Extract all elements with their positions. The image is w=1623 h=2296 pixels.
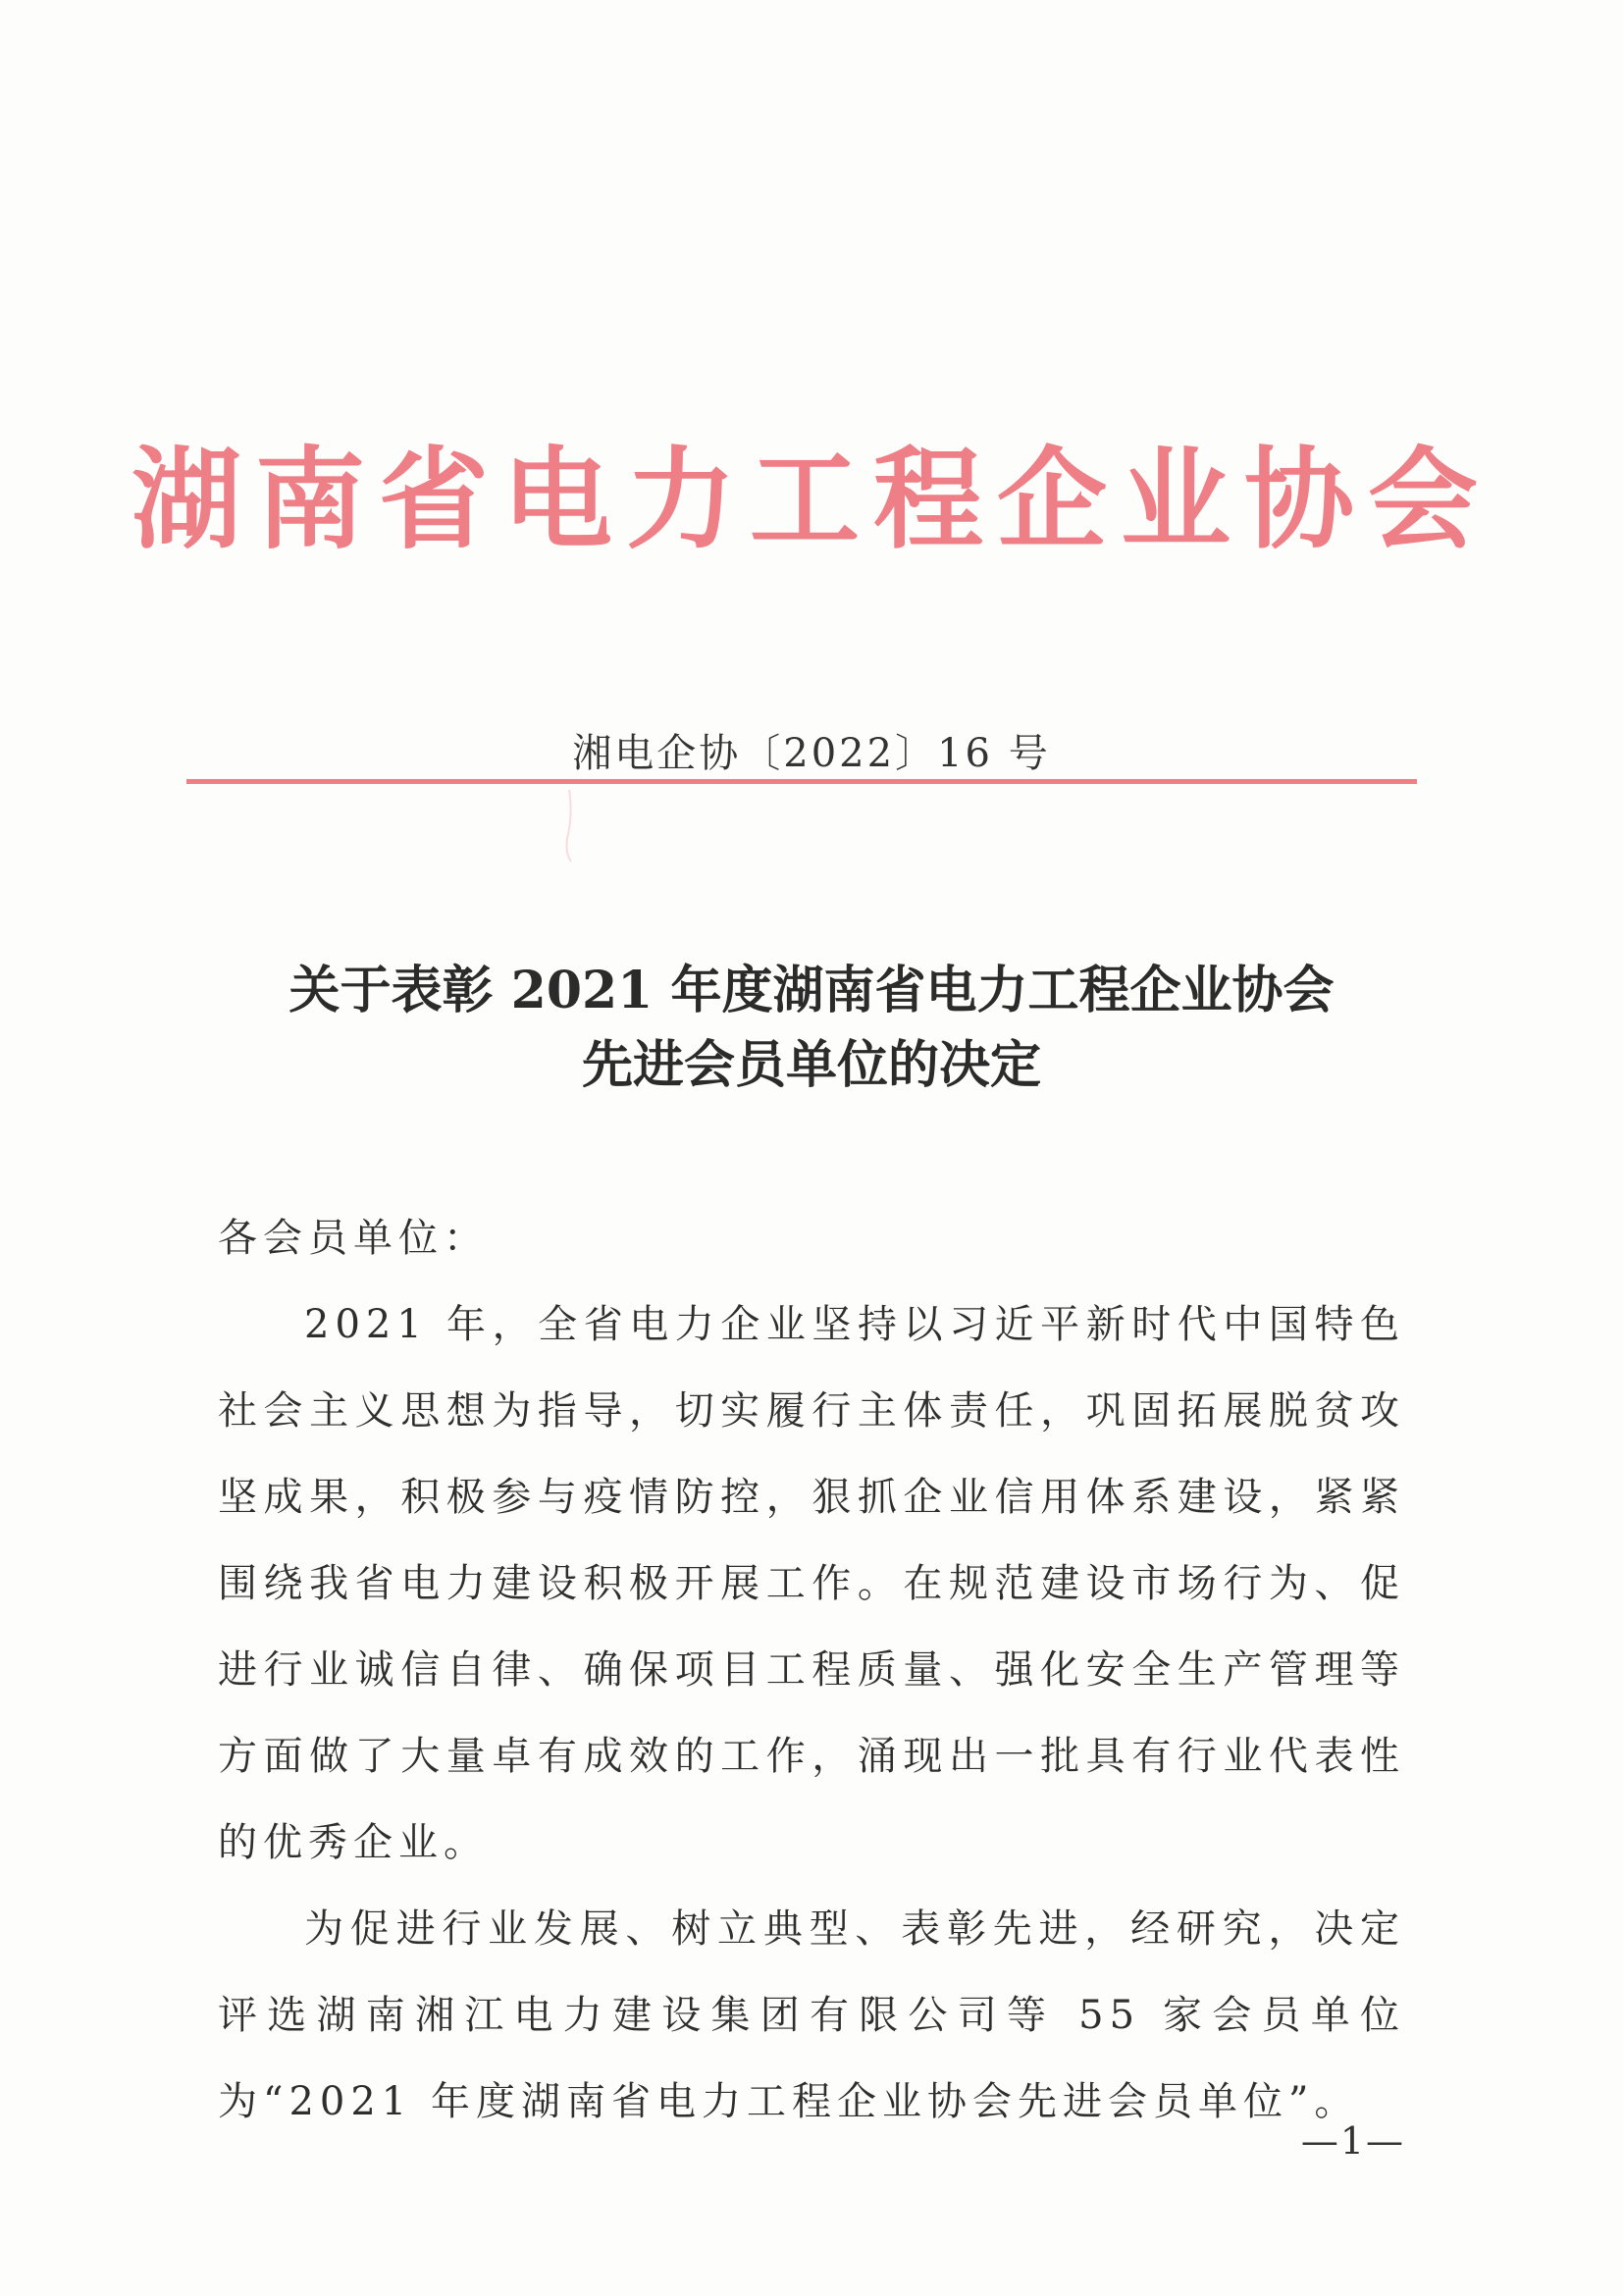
page-number: —1—	[1300, 2119, 1405, 2163]
document-body	[218, 1195, 1405, 2145]
organization-letterhead: 湖南省电力工程企业协会	[131, 436, 1492, 564]
red-divider-rule	[186, 779, 1417, 784]
body-paragraph-2: 为促进行业发展、树立典型、表彰先进，经研究，决定评选湖南湘江电力建设集团有限公司等 55 家会员单位为“2021 年度湖南省电力工程企业协会先进会员单位”。	[218, 1906, 1405, 2124]
document-number: 湘电企协〔2022〕16 号	[572, 731, 1051, 776]
document-title-line-1: 关于表彰 2021 年度湖南省电力工程企业协会	[288, 961, 1335, 1020]
scan-artifact-mark	[550, 785, 589, 863]
body-paragraph-1: 2021 年，全省电力企业坚持以习近平新时代中国特色社会主义思想为指导，切实履行主体责任，巩固拓展脱贫攻坚成果，积极参与疫情防控，狠抓企业信用体系建设，紧紧围绕我省电力建设积极开展工作。在规范建设市场行为、促进行业诚信自律、确保项目工程质量、强化安全生产管理等方面做了大量卓有成效的工作，涌现出一批具有行业代表性的优秀企业。	[218, 1302, 1405, 1865]
document-title	[0, 954, 1623, 1103]
salutation: 各会员单位：	[218, 1216, 489, 1261]
document-title-line-2: 先进会员单位的决定	[581, 1035, 1041, 1095]
